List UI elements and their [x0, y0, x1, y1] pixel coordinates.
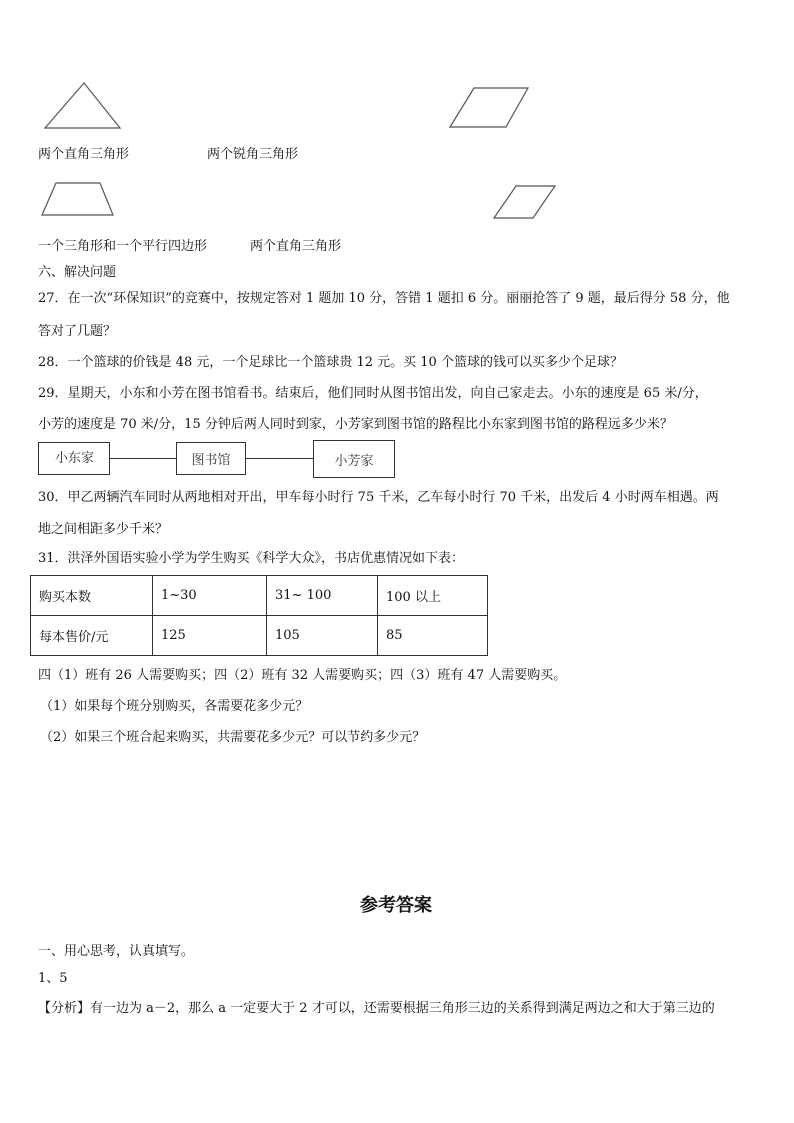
diagram-connector-2	[246, 458, 313, 459]
price-table	[30, 575, 488, 656]
trapezoid-shape	[40, 180, 116, 218]
question-31-sub2: （2）如果三个班合起来购买，共需要花多少元？可以节约多少元？	[40, 730, 426, 745]
table-row	[31, 576, 488, 616]
question-29-line1: 29．星期天，小东和小芳在图书馆看书。结束后，他们同时从图书馆出发，向自己家走去。小东的速度是 65 米/分，	[38, 386, 708, 401]
table-row	[31, 616, 488, 656]
table-cell: 每本售价/元	[31, 616, 153, 656]
answers-section-heading: 一、用心思考，认真填写。	[38, 944, 195, 959]
triangle-shape	[43, 80, 123, 130]
table-cell: 1~30	[153, 576, 267, 616]
question-29-line2: 小芳的速度是 70 米/分，15 分钟后两人同时到家，小芳家到图书馆的路程比小东家到图书馆的路程远多少米？	[38, 417, 673, 432]
parallelogram-shape-1	[448, 85, 532, 130]
diagram-box-middle: 图书馆	[176, 442, 246, 475]
diagram-connector-1	[110, 458, 176, 459]
table-cell: 购买本数	[31, 576, 153, 616]
diagram-box-left: 小东家	[38, 442, 110, 475]
parallelogram-shape-2	[492, 183, 558, 221]
shape-label-4: 两个直角三角形	[250, 239, 342, 254]
question-31-info: 四（1）班有 26 人需要购买；四（2）班有 32 人需要购买；四（3）班有 47 人需要购买。	[38, 668, 567, 683]
question-27-line1: 27．在一次“环保知识”的竞赛中，按规定答对 1 题加 10 分，答错 1 题扣 6 分。丽丽抢答了 9 题，最后得分 58 分，他	[38, 291, 730, 306]
diagram-box-right: 小芳家	[313, 440, 395, 478]
question-31-intro: 31．洪泽外国语实验小学为学生购买《科学大众》，书店优惠情况如下表：	[38, 551, 465, 566]
shape-label-2: 两个锐角三角形	[207, 147, 299, 162]
question-30-line2: 地之间相距多少千米？	[38, 522, 169, 537]
question-31-sub1: （1）如果每个班分别购买，各需要花多少元？	[40, 699, 309, 714]
table-cell: 85	[378, 616, 488, 656]
question-30-line1: 30．甲乙两辆汽车同时从两地相对开出，甲车每小时行 75 千米，乙车每小时行 70 千米，出发后 4 小时两车相遇。两	[38, 490, 719, 505]
answer-item-1: 1、5	[38, 971, 68, 986]
shape-label-3: 一个三角形和一个平行四边形	[38, 239, 208, 254]
table-cell: 125	[153, 616, 267, 656]
section-heading: 六、解决问题	[38, 265, 117, 280]
shape-label-1: 两个直角三角形	[38, 147, 130, 162]
table-cell: 105	[267, 616, 378, 656]
table-cell: 31~ 100	[267, 576, 378, 616]
question-28: 28．一个篮球的价钱是 48 元，一个足球比一个篮球贵 12 元。买 10 个篮球的钱可以买多少个足球？	[38, 355, 623, 370]
answer-analysis: 【分析】有一边为 a－2，那么 a 一定要大于 2 才可以，还需要根据三角形三边的关系得到满足两边之和大于第三边的	[38, 1001, 715, 1016]
question-27-line2: 答对了几题？	[38, 324, 117, 339]
answers-title: 参考答案	[360, 895, 432, 916]
table-cell: 100 以上	[378, 576, 488, 616]
